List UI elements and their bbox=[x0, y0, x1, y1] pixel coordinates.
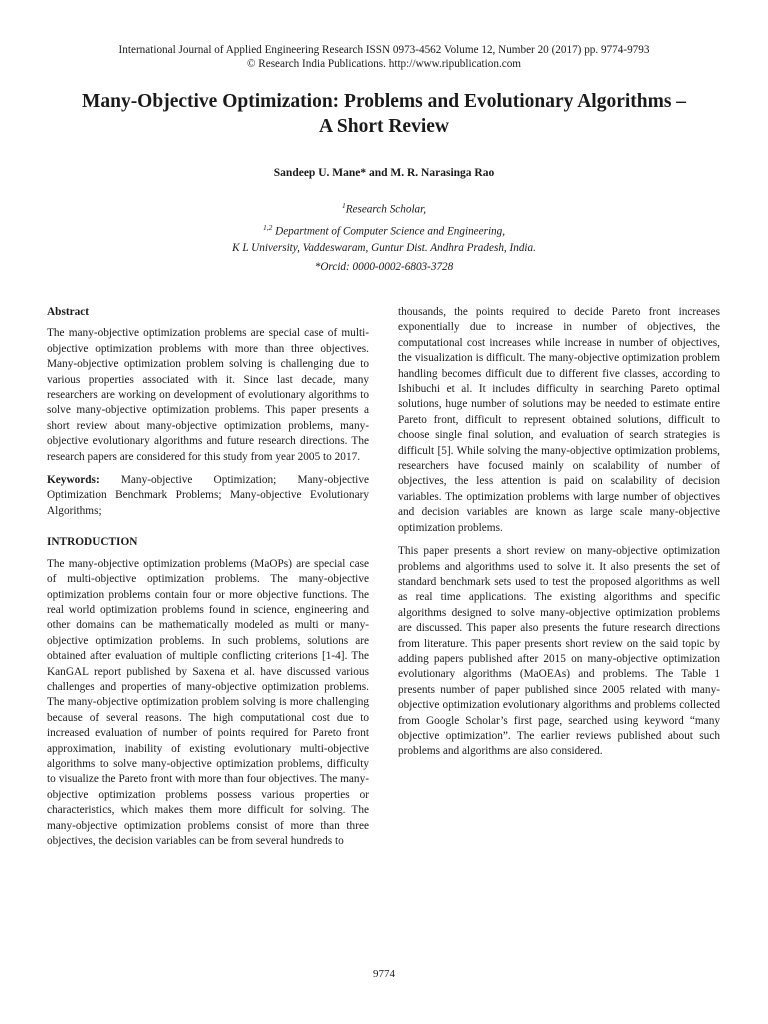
right-paragraph-2: This paper presents a short review on many-objective optimization problems and algorithms used to solve it. It also presents the set of standard benchmark sets used to test the proposed algorithms as well as real time applications. The existing algorithms and specific algorithms designed to solve many-objective optimization problems are discussed. This paper also presents the future research directions from literature. This paper presents short review on the said topic by adding papers published after 2015 on many-objective optimization evolutionary algorithms (MaOEAs) and problems. The Table 1 presents number of paper published since 2005 related with many-objective optimization evolutionary algorithms and problems collected from Google Scholar’s first page, searched using keyword “many objective optimization”. The earlier reviews published about such problems and algorithms are also considered. bbox=[398, 545, 720, 758]
affiliation-marker-1: 1 bbox=[341, 201, 346, 210]
authors: Sandeep U. Mane* and M. R. Narasinga Rao bbox=[273, 167, 495, 179]
abstract-heading: Abstract bbox=[47, 306, 90, 318]
keywords-text: Many-objective Optimization; Many-objective Optimization Benchmark Problems; Many-objective Evolutionary Algorithms; bbox=[47, 474, 369, 517]
introduction-heading: INTRODUCTION bbox=[47, 536, 138, 549]
journal-citation: International Journal of Applied Engineering Research ISSN 0973-4562 Volume 12, Number 20 (2017) pp. 9774-9793 bbox=[118, 44, 650, 56]
affiliation-line-3: K L University, Vaddeswaram, Guntur Dist. Andhra Pradesh, India. bbox=[232, 242, 536, 255]
introduction-text: The many-objective optimization problems (MaOPs) are special case of multi-objective optimization problems. The many-objective optimization problems contain four or more objective functions. The real world optimization problems found in science, engineering and other domains can be mathematically modeled as multi or many-objective optimization problems. In such problems, solutions are obtained after evaluation of multiple conflicting criterions [1-4]. The KanGAL report published by Saxena et al. have discussed various challenges and properties of many-objective optimization problems. The many-objective optimization problem solving is more challenging because of several reasons. The high computational cost due to increased evaluation of number of points required for Pareto front approximation, inability of existing evolutionary multi-objective algorithms to solve many-objective optimization problems, difficulty to visualize the Pareto front with more than four objectives. The many-objective optimization problems possess various properties or characteristics, which makes them more difficult for solving. The many-objective optimization problems consist of more than three objectives, the decision variables can be from several hundreds to bbox=[47, 557, 369, 847]
abstract-text: The many-objective optimization problems are special case of multi-objective optimization problems with more than three objectives. Many-objective optimization problem solving is challenging due to various properties associated with it. Since last decade, many researchers are working on development of evolutionary algorithms to solve many-objective optimization problems. This paper presents a short review about many-objective optimization problems, many-objective evolutionary algorithms and future research directions. The research papers are considered for this study from year 2005 to 2017. bbox=[47, 327, 369, 463]
affiliations bbox=[0, 197, 768, 257]
paper-title bbox=[40, 89, 728, 139]
keywords bbox=[47, 473, 369, 519]
publisher-line: © Research India Publications. http://www.ripublication.com bbox=[246, 58, 522, 70]
title-line-2: A Short Review bbox=[319, 116, 449, 137]
affiliation-line-1: $^1$Research Scholar, bbox=[341, 201, 427, 216]
affiliation-line-2: $^{1,2}$ Department of Computer Science and Engineering, bbox=[262, 222, 506, 238]
keywords-label: Keywords: bbox=[47, 474, 100, 487]
affiliation-marker-2: 1,2 bbox=[262, 222, 273, 232]
left-column bbox=[47, 305, 369, 849]
page-number: 9774 bbox=[373, 968, 395, 980]
orcid: *Orcid: 0000-0002-6803-3728 bbox=[314, 261, 454, 273]
right-column bbox=[398, 305, 720, 760]
right-paragraph-1: thousands, the points required to decide Pareto front increases exponentially due to increase in number of objectives, the computational cost increases while increase in number of objectives, the visualization is difficult. The many-objective optimization problem handling becomes difficult due to different five classes, according to Ishibuchi et al. It includes difficulty in searching Pareto optimal solutions, huge number of solutions may be needed to estimate entire Pareto front, difficult to represent obtained solutions, difficult to choose single final solution, and evaluation of search strategies is difficult [5]. While solving the many-objective optimization problems, researchers have focused mainly on scalability of number of objectives, the less attention is paid on scalability of decision variables. The optimization problems with large number of objectives and decision variables are known as large scale many-objective optimization problems. bbox=[398, 306, 720, 534]
journal-header bbox=[0, 43, 768, 71]
title-line-1: Many-Objective Optimization: Problems and Evolutionary Algorithms – bbox=[81, 91, 687, 112]
